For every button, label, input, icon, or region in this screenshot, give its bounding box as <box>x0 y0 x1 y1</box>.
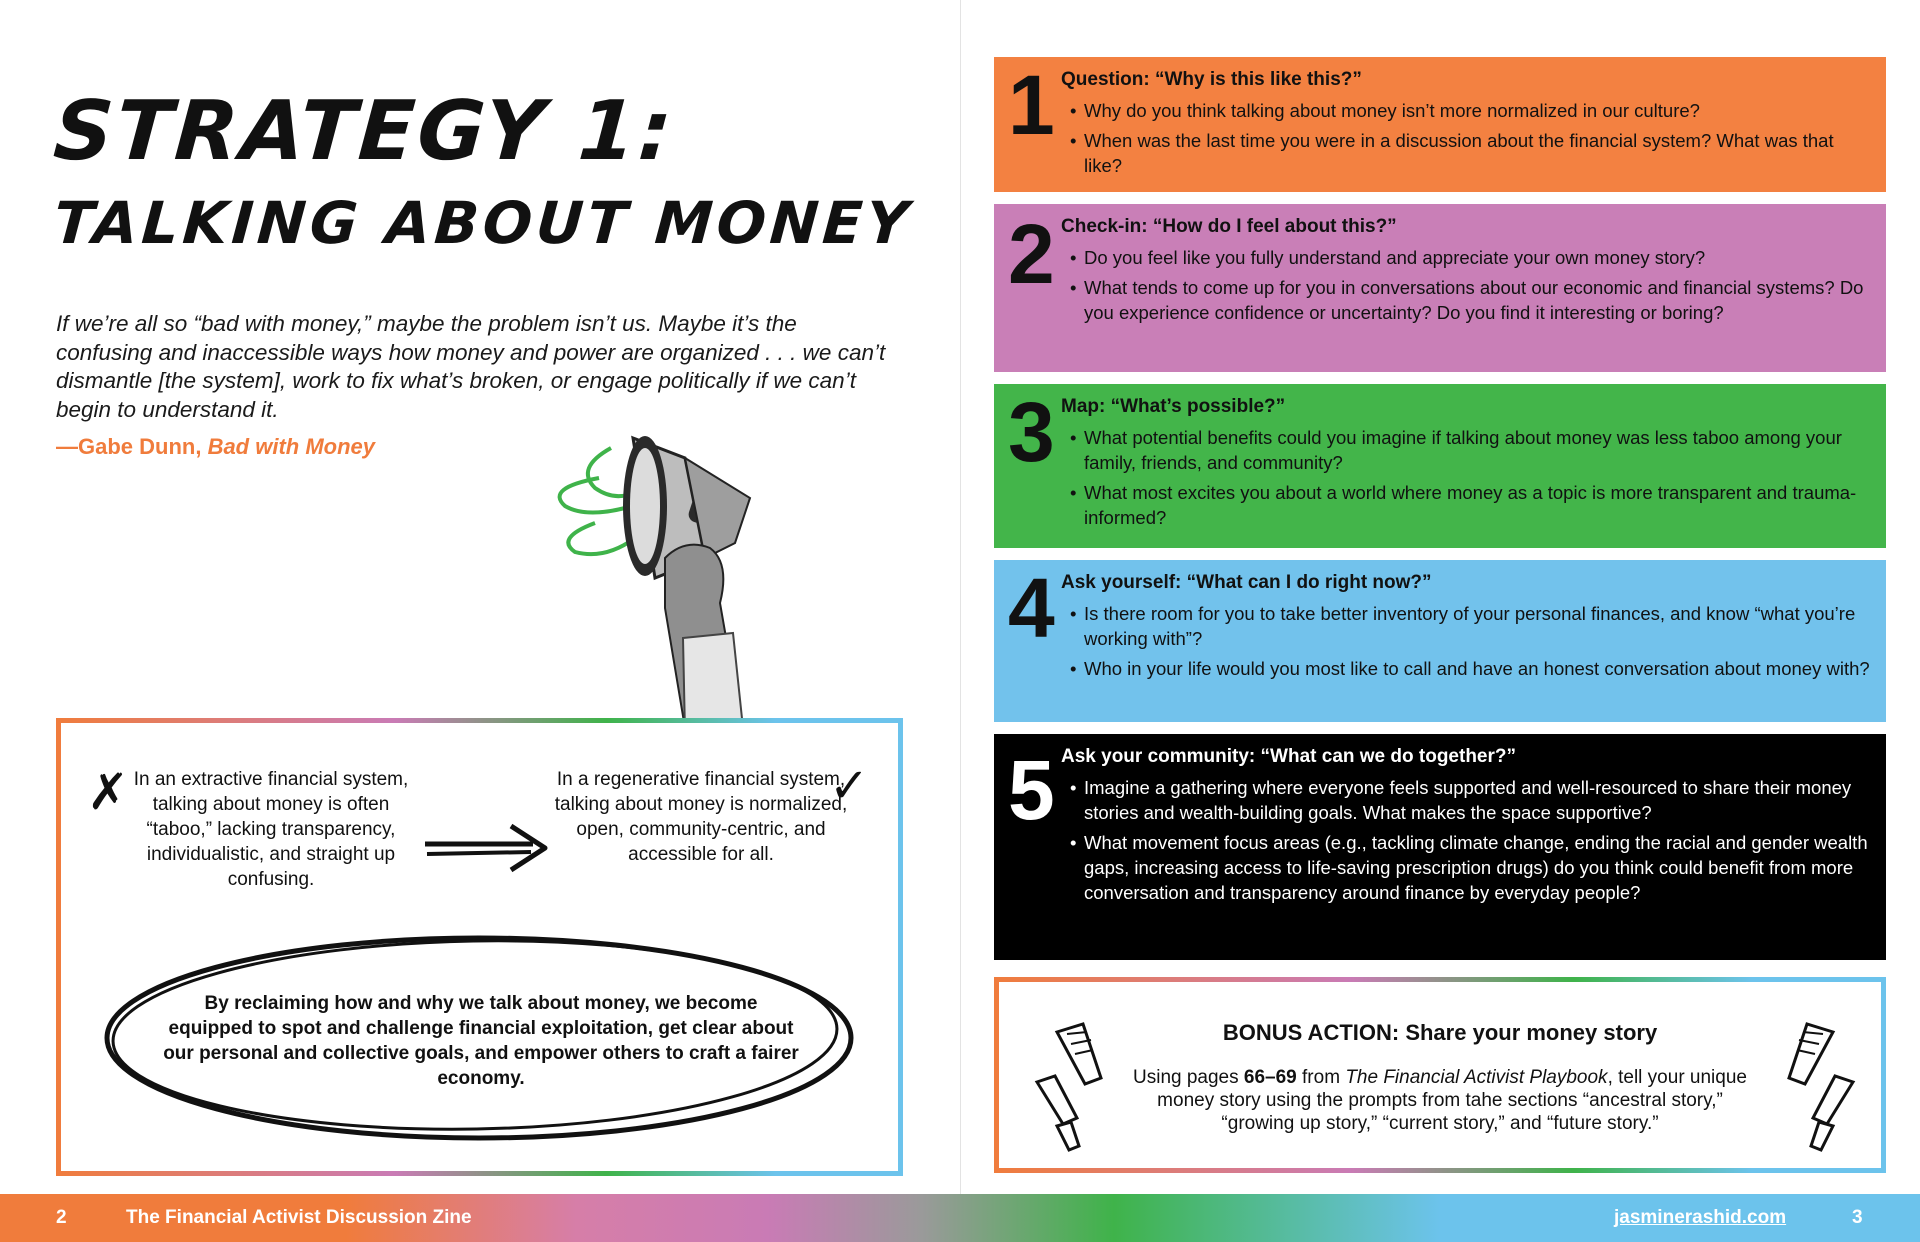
title-line-1: STRATEGY 1: <box>50 84 678 179</box>
bonus-title: BONUS ACTION: Share your money story <box>1222 1020 1658 1045</box>
card-title: Check-in: “How do I feel about this?” <box>1061 216 1397 237</box>
question-card-2 <box>994 204 1886 372</box>
card-title: Map: “What’s possible?” <box>1061 396 1286 417</box>
card-title: Ask yourself: “What can I do right now?” <box>1061 572 1432 593</box>
noise-lines-icon <box>1773 1022 1863 1152</box>
bonus-book-title: The Financial Activist Playbook <box>1345 1067 1608 1088</box>
bonus-text-part: from <box>1296 1067 1346 1088</box>
title-line-2: TALKING ABOUT MONEY <box>51 189 915 257</box>
card-bullet: • What most excites you about a world where money as a topic is more transparent and trauma-informed? <box>1061 480 1871 530</box>
page-number-right: 3 <box>1852 1207 1863 1228</box>
zine-title: The Financial Activist Discussion Zine <box>126 1207 472 1228</box>
question-card-4 <box>994 560 1886 722</box>
card-number: 5 <box>1008 743 1055 837</box>
quote-attribution <box>56 434 375 460</box>
bonus-action-box <box>994 977 1886 1173</box>
card-bullet: • Do you feel like you fully understand and appreciate your own money story? <box>1061 245 1871 270</box>
megaphone-icon <box>515 428 835 748</box>
attribution-author: —Gabe Dunn, <box>56 434 208 459</box>
card-number: 1 <box>1008 58 1055 152</box>
x-icon: ✗ <box>87 764 129 820</box>
bonus-text-part: Using pages <box>1133 1067 1244 1088</box>
card-bullets <box>1061 425 1871 535</box>
card-bullet: • What potential benefits could you imagine if talking about money was less taboo among your family, friends, and community? <box>1061 425 1871 475</box>
card-number: 2 <box>1008 207 1055 301</box>
bonus-text-part: , tell your unique money story using the prompts from tahe sections “ancestral story,” “growing up story,” “current story,” and “future story.” <box>1157 1067 1747 1134</box>
page-divider <box>960 0 961 1194</box>
card-bullets <box>1061 98 1871 183</box>
card-number: 3 <box>1008 385 1055 479</box>
card-bullet: • What movement focus areas (e.g., tackling climate change, ending the racial and gender wealth gaps, increasing access to life-saving prescription drugs) do you think could benefit from more conversation and transparency around finance by everyday people? <box>1061 830 1871 905</box>
arrow-icon <box>421 818 551 878</box>
check-icon: ✓ <box>829 760 870 813</box>
bonus-text <box>1119 1066 1761 1135</box>
page-title <box>50 84 915 262</box>
card-bullets <box>1061 601 1871 686</box>
question-card-3 <box>994 384 1886 548</box>
extractive-system-text: In an extractive financial system, talking about money is often “taboo,” lacking transparency, individualistic, and straight up confusing. <box>133 769 409 890</box>
question-card-5 <box>994 734 1886 960</box>
card-number: 4 <box>1008 561 1055 655</box>
card-bullets <box>1061 775 1871 910</box>
epigraph-quote: If we’re all so “bad with money,” maybe the problem isn’t us. Maybe it’s the confusing and inaccessible ways how money and power are organized . . . we can’t dismantle [the system], work to fix what’s broken, or engage politically if we can’t begin to understand it. <box>56 311 886 422</box>
card-title: Question: “Why is this like this?” <box>1061 69 1362 90</box>
footer-bar <box>0 1194 1920 1242</box>
comparison-box <box>56 718 903 1176</box>
card-bullet: • Why do you think talking about money isn’t more normalized in our culture? <box>1061 98 1871 123</box>
card-bullet: • Who in your life would you most like to call and have an honest conversation about money with? <box>1061 656 1871 681</box>
question-card-1 <box>994 57 1886 192</box>
website-link[interactable]: jasminerashid.com <box>1614 1207 1787 1228</box>
regenerative-system-text: In a regenerative financial system, talking about money is normalized, open, community-centric, and accessible for all. <box>554 769 848 865</box>
card-title: Ask your community: “What can we do together?” <box>1061 746 1516 767</box>
card-bullet: • What tends to come up for you in conversations about our economic and financial systems? Do you experience confidence or uncertainty? Do you find it interesting or boring? <box>1061 275 1871 325</box>
card-bullet: • Imagine a gathering where everyone feels supported and well-resourced to share their money stories and wealth-building goals. What makes the space supportive? <box>1061 775 1871 825</box>
key-takeaway-text: By reclaiming how and why we talk about money, we become equipped to spot and challenge financial exploitation, get clear about our personal and collective goals, and empower others to craft a fairer economy. <box>163 993 799 1089</box>
bonus-pages: 66–69 <box>1243 1067 1297 1088</box>
card-bullets <box>1061 245 1871 330</box>
page-number-left: 2 <box>56 1207 67 1228</box>
card-bullet: • Is there room for you to take better inventory of your personal finances, and know “what you’re working with”? <box>1061 601 1871 651</box>
card-bullet: • When was the last time you were in a discussion about the financial system? What was that like? <box>1061 128 1871 178</box>
attribution-book: Bad with Money <box>207 434 376 459</box>
